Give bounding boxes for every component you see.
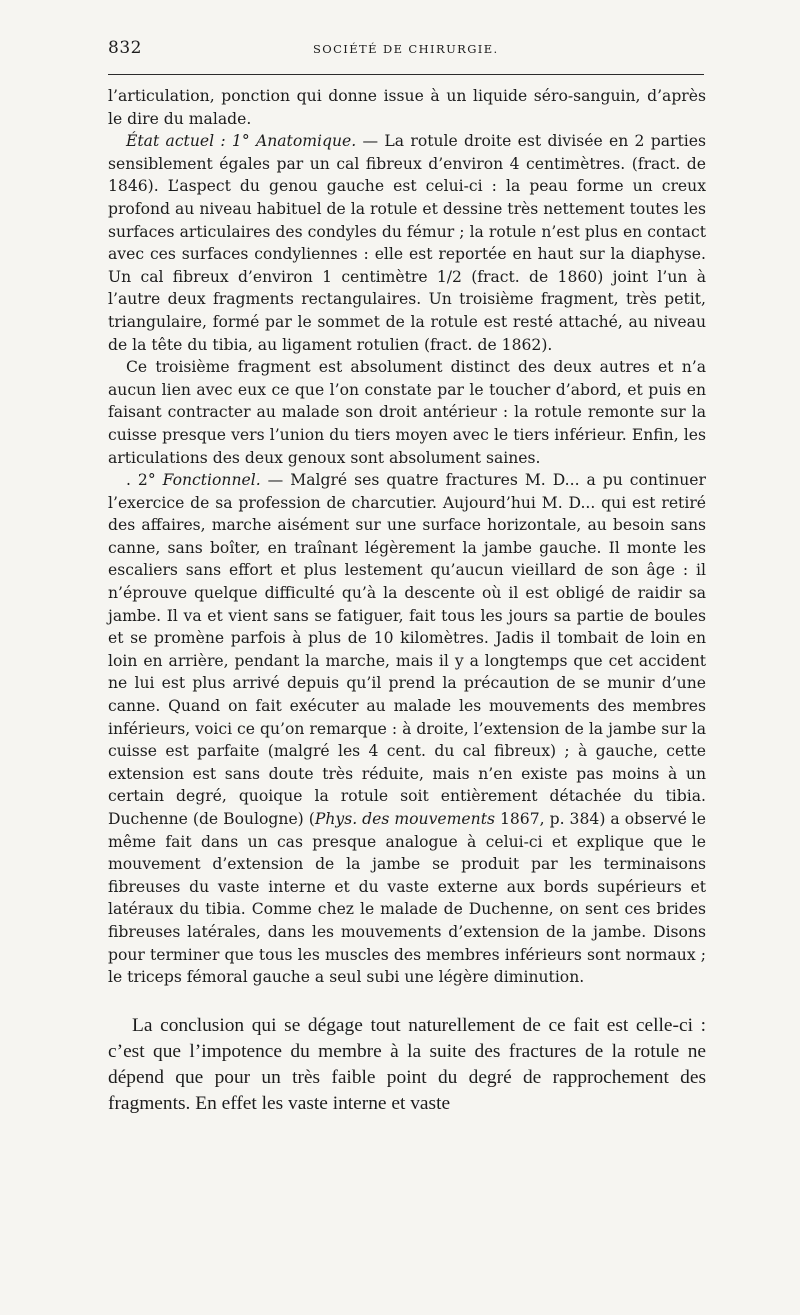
paragraph-fonctionnel: [108, 469, 706, 989]
section-label-fonctionnel: Fonctionnel.: [162, 471, 261, 490]
paragraph-anatomique: [108, 130, 706, 356]
paragraph-fonctionnel-text-b: 1867, p. 384) a observé le même fait dans un cas presque analogue à celui-ci et explique que le mouvement d’extension de la jambe se produit par les terminaisons fibreuses du vaste interne et du vaste externe aux bords supérieurs et latéraux du tibia. Comme chez le malade de Duchenne, on sent ces brides fibreuses latérales, dans les mouvements d’extension de la jambe. Disons pour terminer que tous les muscles des membres inférieurs sont normaux ; le triceps fémoral gauche a seul subi une légère diminution.: [108, 810, 707, 987]
section-number-fonctionnel: . 2°: [126, 471, 156, 490]
running-head: SOCIÉTÉ DE CHIRURGIE.: [313, 42, 499, 56]
page-header: [108, 38, 706, 68]
conclusion-text: [108, 1013, 706, 1118]
paragraph-anatomique-text: — La rotule droite est divisée en 2 parties sensiblement égales par un cal fibreux d’environ 4 centimètres. (fract. de 1846). L’aspect du genou gauche est celui-ci : la peau forme un creux profond au niveau habituel de la rotule et dessine très nettement toutes les surfaces articulaires des condyles du fémur ; la rotule n’est plus en contact avec ces surfaces condyliennes : elle est reportée en haut sur la diaphyse. Un cal fibreux d’environ 1 centimètre 1/2 (fract. de 1860) joint l’un à l’autre deux fragments rectangulaires. Un troisième fragment, très petit, triangulaire, formé par le sommet de la rotule est resté attaché, au niveau de la tête du tibia, au ligament rotulien (fract. de 1862).: [108, 132, 706, 354]
case-report-text: [108, 85, 706, 989]
paragraph-continuation: l’articulation, ponction qui donne issue à un liquide séro-sanguin, d’après le dire du malade.: [108, 87, 706, 128]
paragraph-fonctionnel-text-a: — Malgré ses quatre fractures M. D... a pu continuer l’exercice de sa profession de charcutier. Aujourd’hui M. D... qui est retiré des affaires, marche aisément sur une surface horizontale, au besoin sans canne, sans boîter, en traînant légèrement la jambe gauche. Il monte les escaliers sans effort et plus lestement qu’aucun vieillard de son âge : il n’éprouve quelque difficulté qu’à la descente où il est obligé de raidir sa jambe. Il va et vient sans se fatiguer, fait tous les jours sa partie de boules et se promène parfois à plus de 10 kilomètres. Jadis il tombait de loin en loin en arrière, pendant la marche, mais il y a longtemps que cet accident ne lui est plus arrivé depuis qu’il prend la précaution de se munir d’une canne. Quand on fait exécuter au malade les mouvements des membres inférieurs, voici ce qu’on remarque : à droite, l’extension de la jambe sur la cuisse est parfaite (malgré les 4 cent. du cal fibreux) ; à gauche, cette extension est sans doute très réduite, mais n’en existe pas moins à un certain degré, quoique la rotule soit entièrement détachée du tibia. Duchenne (de Boulogne) (: [108, 471, 706, 828]
paragraph-conclusion: La conclusion qui se dégage tout naturellement de ce fait est celle-ci : c’est que l’impotence du membre à la suite des fractures de la rotule ne dépend que pour un très faible point du degré de rapprochement des fragments. En effet les vaste interne et vaste: [108, 1014, 706, 1115]
paragraph-third-fragment: Ce troisième fragment est absolument distinct des deux autres et n’a aucun lien avec eux ce que l’on constate par le toucher d’abord, et puis en faisant contracter au malade son droit antérieur : la rotule remonte sur la cuisse presque vers l’union du tiers moyen avec le tiers inférieur. Enfin, les articulations des deux genoux sont absolument saines.: [108, 358, 706, 467]
document-page: [108, 38, 706, 1118]
header-rule: [108, 74, 704, 75]
page-number: 832: [108, 38, 142, 58]
citation-title: Phys. des mouvements: [314, 810, 495, 828]
section-label-anatomique: État actuel : 1° Anatomique.: [126, 132, 357, 151]
